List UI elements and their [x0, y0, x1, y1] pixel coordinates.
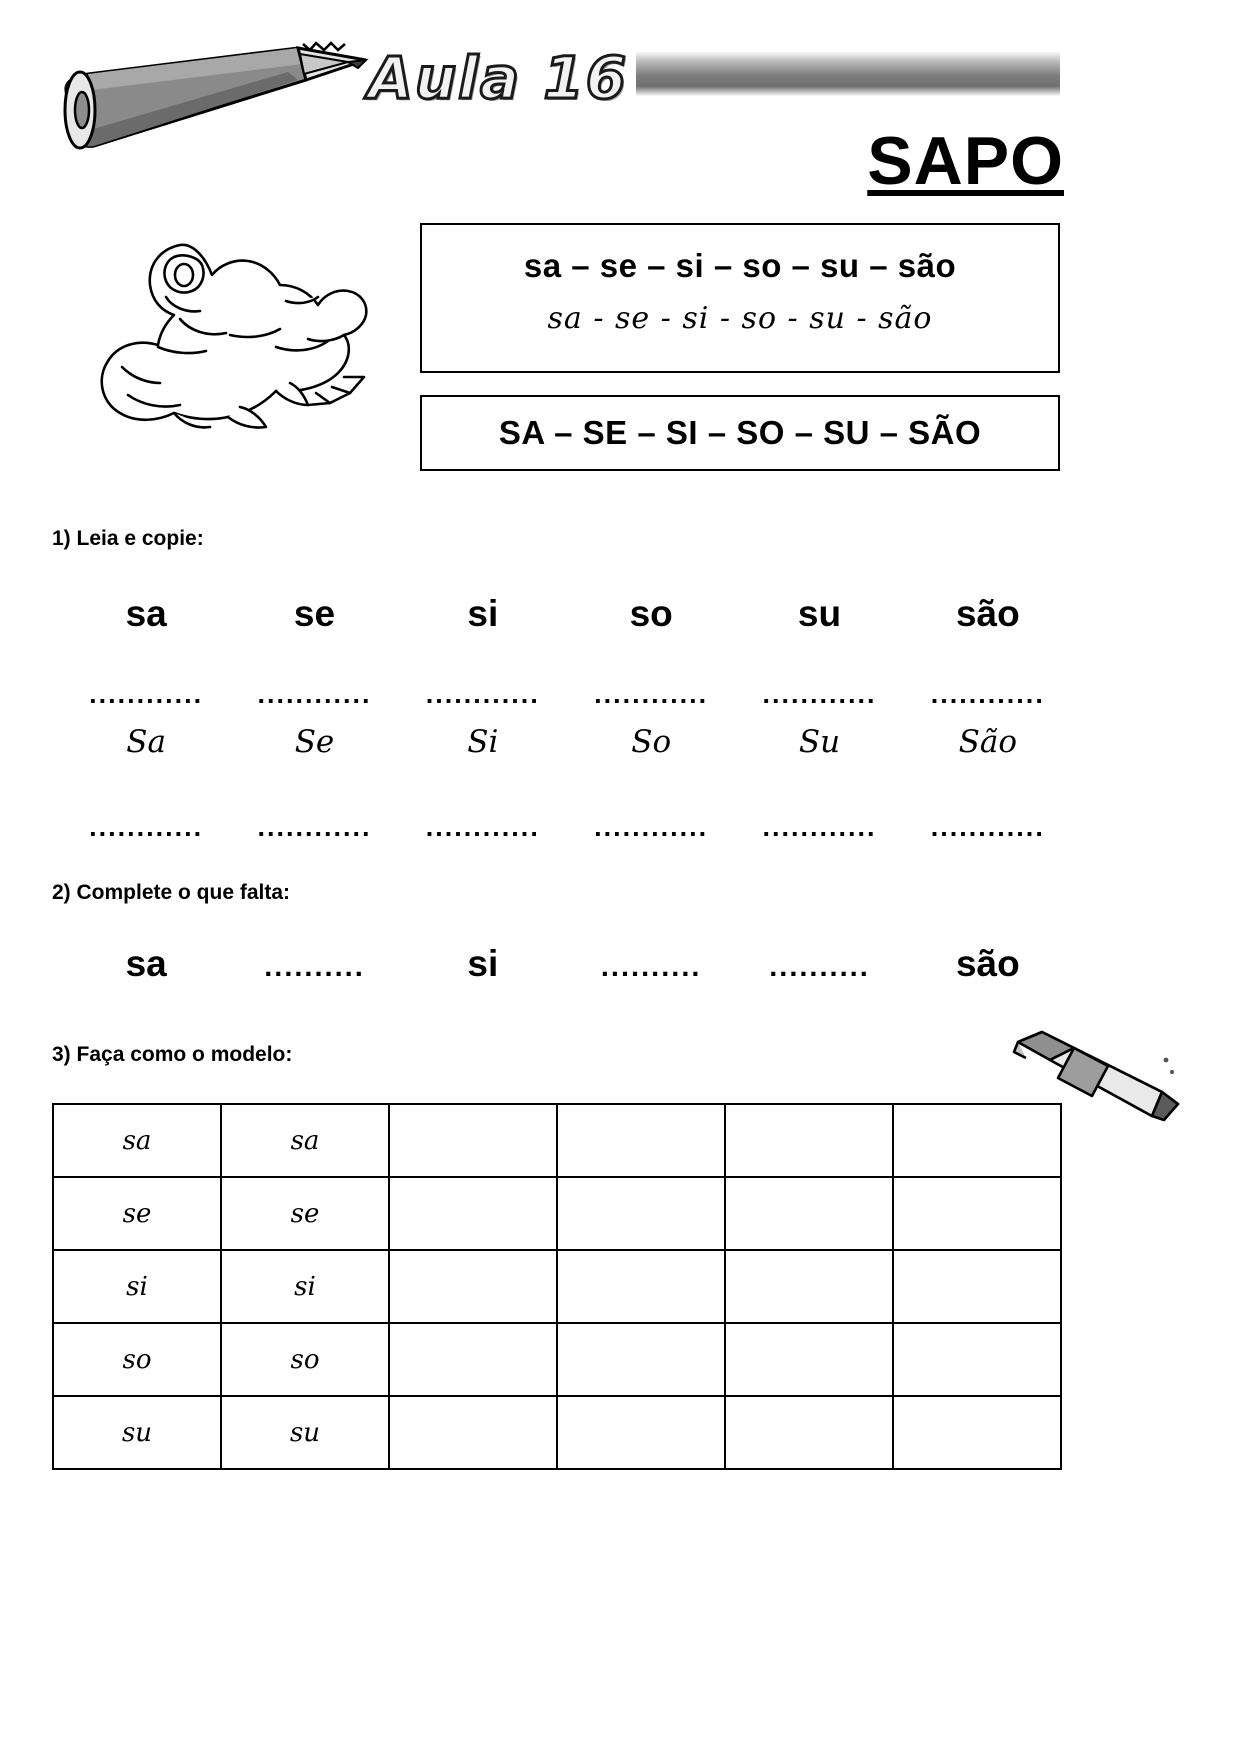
practice-cell[interactable]	[557, 1104, 725, 1177]
practice-cell[interactable]	[389, 1396, 557, 1469]
table-row	[53, 1177, 1061, 1250]
exercise-2-heading: 2) Complete o que falta:	[52, 881, 291, 904]
syllable-cursive: Se	[294, 724, 335, 760]
uppercase-print-line: SA – SE – SI – SO – SU – SÃO	[498, 414, 982, 451]
practice-cell[interactable]	[893, 1177, 1061, 1250]
exercise-1-writing-line-row-2[interactable]	[62, 812, 1072, 843]
syllable-given: são	[955, 943, 1020, 984]
exercise-1-cursive-row	[62, 724, 1072, 760]
writing-line[interactable]: ............	[89, 812, 204, 842]
lowercase-print-line: sa – se – si – so – su – são	[523, 247, 957, 284]
syllable-print: si	[467, 593, 499, 634]
practice-cell[interactable]	[725, 1250, 893, 1323]
lowercase-syllable-box	[420, 223, 1060, 373]
model-cell: si	[53, 1250, 221, 1323]
exercise-1-heading: 1) Leia e copie:	[52, 527, 204, 550]
exercise-1-writing-line-row-1[interactable]	[62, 679, 1072, 710]
syllable-print: são	[955, 593, 1020, 634]
syllable-blank[interactable]: ..........	[264, 951, 365, 983]
table-row	[53, 1396, 1061, 1469]
practice-cell[interactable]	[557, 1323, 725, 1396]
frog-line-art	[62, 227, 392, 457]
model-cell: sa	[53, 1104, 221, 1177]
practice-cell[interactable]	[389, 1104, 557, 1177]
exercise-2-row	[62, 943, 1072, 985]
writing-line[interactable]: ............	[257, 679, 372, 709]
practice-cell[interactable]	[389, 1250, 557, 1323]
practice-cell[interactable]	[893, 1323, 1061, 1396]
writing-line[interactable]: ............	[762, 679, 877, 709]
syllable-print: sa	[125, 593, 167, 634]
exercise-3-heading: 3) Faça como o modelo:	[52, 1043, 293, 1066]
practice-cell[interactable]	[725, 1177, 893, 1250]
syllable-cursive: Su	[798, 724, 841, 760]
lesson-title: Aula 16	[368, 44, 629, 112]
writing-line[interactable]: ............	[930, 812, 1045, 842]
model-cell: se	[221, 1177, 389, 1250]
writing-line[interactable]: ............	[594, 812, 709, 842]
model-cell: so	[53, 1323, 221, 1396]
exercise-1-syllable-row	[62, 593, 1072, 635]
syllable-blank[interactable]: ..........	[769, 951, 870, 983]
syllable-print: su	[797, 593, 842, 634]
syllable-print: se	[293, 593, 336, 634]
table-row	[53, 1250, 1061, 1323]
writing-line[interactable]: ............	[257, 812, 372, 842]
model-practice-table	[52, 1103, 1062, 1470]
practice-cell[interactable]	[389, 1323, 557, 1396]
syllable-given: sa	[125, 943, 167, 984]
model-cell: se	[53, 1177, 221, 1250]
exercise-1	[0, 527, 1240, 843]
model-cell: sa	[221, 1104, 389, 1177]
practice-cell[interactable]	[725, 1323, 893, 1396]
practice-cell[interactable]	[557, 1250, 725, 1323]
page-title: SAPO	[867, 123, 1064, 199]
uppercase-syllable-box	[420, 395, 1060, 471]
table-row	[53, 1104, 1061, 1177]
syllable-blank[interactable]: ..........	[600, 951, 702, 983]
gray-gradient-bar	[636, 52, 1060, 96]
exercise-3	[0, 1043, 1240, 1470]
model-cell: su	[53, 1396, 221, 1469]
syllable-given: si	[467, 943, 499, 984]
syllable-print: so	[629, 593, 673, 634]
page-header	[0, 0, 1240, 215]
practice-cell[interactable]	[557, 1396, 725, 1469]
lowercase-cursive-line: sa - se - si - so - su - são	[547, 301, 933, 336]
practice-cell[interactable]	[725, 1104, 893, 1177]
model-cell: si	[221, 1250, 389, 1323]
writing-line[interactable]: ............	[594, 679, 709, 709]
syllable-cursive: So	[631, 724, 672, 760]
writing-line[interactable]: ............	[425, 812, 540, 842]
writing-line[interactable]: ............	[762, 812, 877, 842]
practice-cell[interactable]	[893, 1250, 1061, 1323]
model-cell: so	[221, 1323, 389, 1396]
practice-cell[interactable]	[389, 1177, 557, 1250]
practice-cell[interactable]	[893, 1396, 1061, 1469]
syllable-cursive: Si	[467, 724, 499, 760]
syllable-cursive: Sa	[126, 724, 167, 760]
syllable-cursive: São	[958, 724, 1018, 760]
pencil-icon-small	[1012, 1030, 1182, 1125]
practice-cell[interactable]	[557, 1177, 725, 1250]
model-cell: su	[221, 1396, 389, 1469]
top-panel	[0, 215, 1240, 515]
writing-line[interactable]: ............	[425, 679, 540, 709]
table-row	[53, 1323, 1061, 1396]
practice-cell[interactable]	[725, 1396, 893, 1469]
writing-line[interactable]: ............	[89, 679, 204, 709]
exercise-2	[0, 881, 1240, 985]
writing-line[interactable]: ............	[930, 679, 1045, 709]
pencil-icon	[48, 38, 378, 153]
